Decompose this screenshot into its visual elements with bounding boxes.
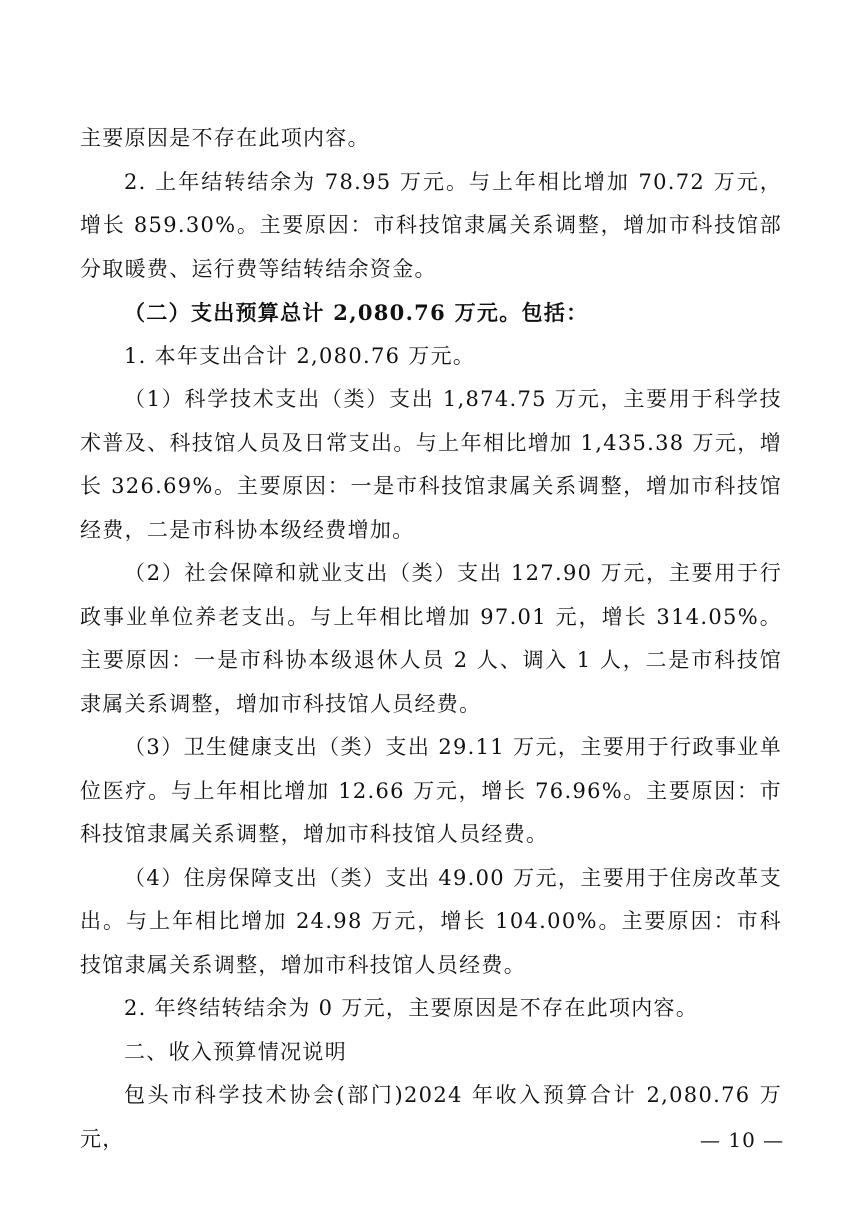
paragraph-annual-expenditure: 1. 本年支出合计 2,080.76 万元。 [124, 343, 476, 368]
document-body [80, 117, 785, 1161]
paragraph-social-security: （2）社会保障和就业支出（类）支出 127.90 万元，主要用于行政事业单位养老支出。与上年相比增加 97.01 元，增长 314.05%。主要原因：一是市科协本级退休人员 2 人、调入 1 人，二是市科技馆隶属关系调整，增加市科技馆人员经费。 [80, 561, 782, 716]
paragraph-reason-none: 主要原因是不存在此项内容。 [80, 126, 370, 150]
section-heading-expenditure-total: （二）支出预算总计 2,080.76 万元。包括： [124, 300, 589, 325]
paragraph-income-total: 包头市科学技术协会(部门)2024 年收入预算合计 2,080.76 万元， [80, 1083, 782, 1151]
paragraph-science-technology: （1）科学技术支出（类）支出 1,874.75 万元，主要用于科学技术普及、科技馆人员及日常支出。与上年相比增加 1,435.38 万元，增长 326.69%。主要原因：一是市科技馆隶属关系调整，增加市科技馆经费，二是市科协本级经费增加。 [80, 387, 782, 542]
page-number: — 10 — [700, 1128, 785, 1152]
paragraph-year-end-balance: 2. 年终结转结余为 0 万元，主要原因是不存在此项内容。 [124, 996, 699, 1020]
paragraph-carryover: 2. 上年结转结余为 78.95 万元。与上年相比增加 70.72 万元，增长 859.30%。主要原因：市科技馆隶属关系调整，增加市科技馆部分取暖费、运行费等结转结余资金。 [80, 169, 782, 281]
paragraph-health: （3）卫生健康支出（类）支出 29.11 万元，主要用于行政事业单位医疗。与上年相比增加 12.66 万元，增长 76.96%。主要原因：市科技馆隶属关系调整，增加市科技馆人员经费。 [80, 735, 782, 846]
paragraph-housing: （4）住房保障支出（类）支出 49.00 万元，主要用于住房改革支出。与上年相比增加 24.98 万元，增长 104.00%。主要原因：市科技馆隶属关系调整，增加市科技馆人员经费。 [80, 865, 782, 977]
section-heading-income: 二、收入预算情况说明 [124, 1039, 347, 1064]
